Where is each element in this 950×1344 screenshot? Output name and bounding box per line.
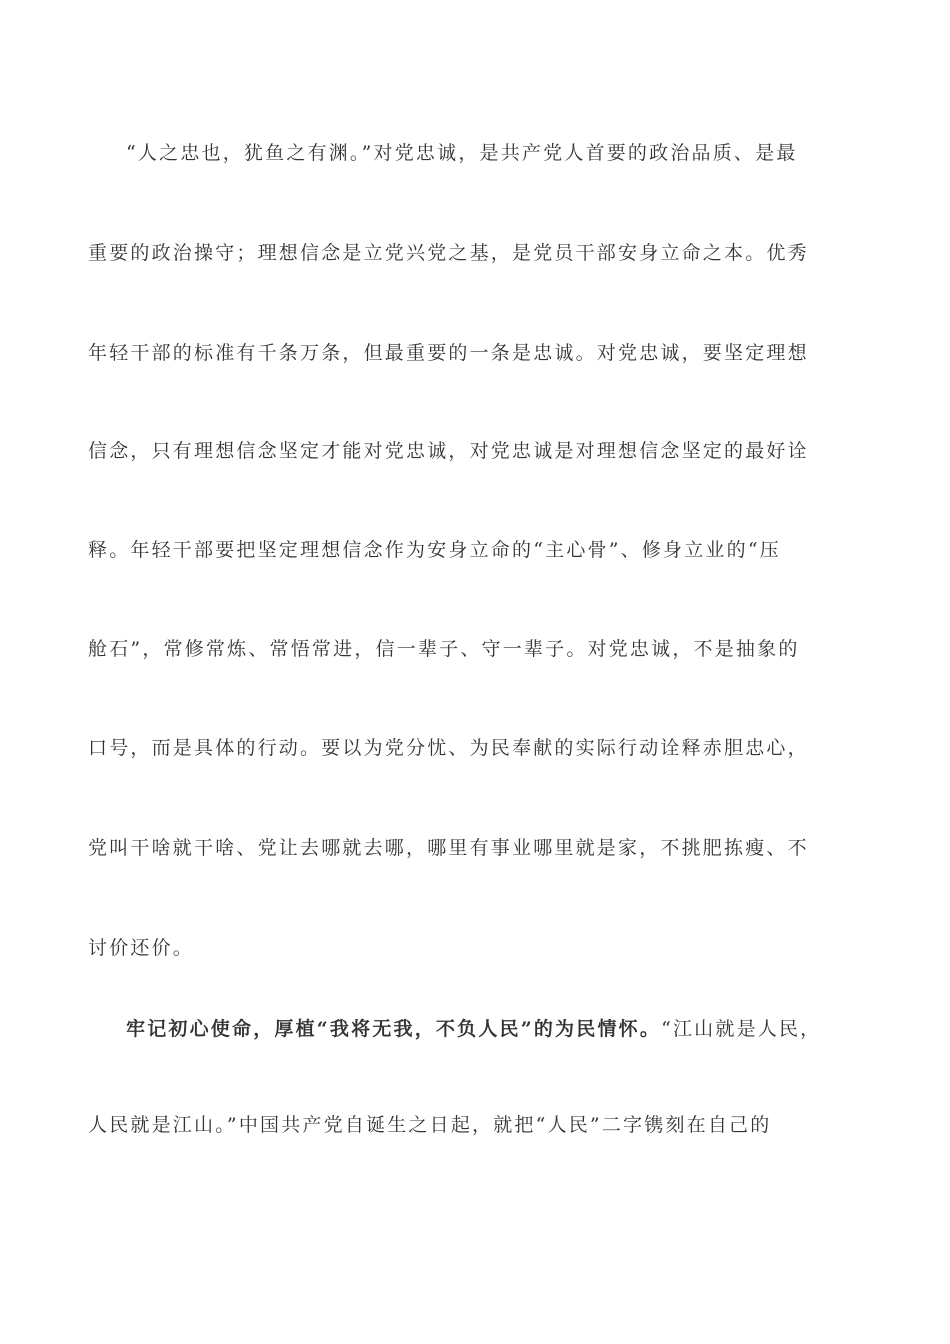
paragraph-1-line-8: 党叫干啥就干啥、党让去哪就去哪，哪里有事业哪里就是家，不挑肥拣瘦、不 [88,837,809,859]
paragraph-1-line-1: “人之忠也，犹鱼之有渊。”对党忠诚，是共产党人首要的政治品质、是最 [126,142,798,164]
paragraph-1-line-6: 舱石”，常修常炼、常悟常进，信一辈子、守一辈子。对党忠诚，不是抽象的 [88,638,800,660]
paragraph-1-line-7: 口号，而是具体的行动。要以为党分忧、为民奉献的实际行动诠释赤胆忠心， [88,737,809,759]
paragraph-1-line-3: 年轻干部的标准有千条万条，但最重要的一条是忠诚。对党忠诚，要坚定理想 [88,342,809,364]
paragraph-1-line-4: 信念，只有理想信念坚定才能对党忠诚，对党忠诚是对理想信念坚定的最好诠 [88,440,809,462]
paragraph-2-line-1-rest: “江山就是人民， [661,1018,822,1040]
paragraph-2-heading: 牢记初心使命，厚植“我将无我，不负人民”的为民情怀。 [126,1018,662,1040]
paragraph-1-line-2: 重要的政治操守；理想信念是立党兴党之基，是党员干部安身立命之本。优秀 [88,242,809,264]
paragraph-2-line-1 [126,1016,906,1042]
paragraph-1-line-9: 讨价还价。 [88,937,195,959]
paragraph-1-line-5: 释。年轻干部要把坚定理想信念作为安身立命的“主心骨”、修身立业的“压 [88,539,781,561]
paragraph-2-line-2: 人民就是江山。”中国共产党自诞生之日起，就把“人民”二字镌刻在自己的 [88,1114,772,1136]
